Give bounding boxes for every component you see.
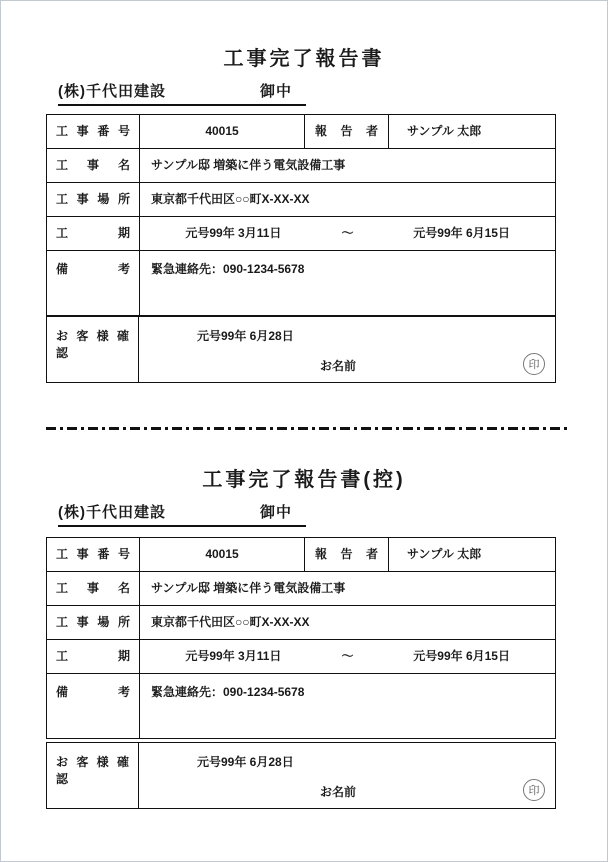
value-construction-number: 40015: [139, 115, 304, 148]
label-reporter: 報 告 者: [304, 538, 388, 571]
label-construction-number: 工 事 番 号: [56, 124, 130, 138]
table-row-remarks: [47, 673, 555, 738]
customer-confirmation-body: [139, 317, 555, 382]
label-reporter: 報 告 者: [304, 115, 388, 148]
doc2-customer-confirmation: [46, 742, 556, 809]
doc2-addressee: [58, 502, 306, 527]
customer-confirmation-body: [139, 743, 555, 808]
label-construction-place: 工 事 場 所: [56, 192, 130, 206]
value-construction-name: サンプル邸 増築に伴う電気設備工事: [139, 572, 555, 605]
doc2-report-table: [46, 537, 556, 739]
label-construction-period: 工 期: [56, 649, 130, 663]
value-reporter: サンプル 太郎: [388, 538, 555, 571]
table-row-construction-place: [47, 605, 555, 639]
table-row-construction-place: [47, 182, 555, 216]
value-construction-number: 40015: [139, 538, 304, 571]
label-customer-confirmation: お 客 様 確 認: [47, 743, 139, 808]
table-row-remarks: [47, 250, 555, 315]
table-row-construction-number: [47, 538, 555, 571]
seal-stamp-icon: 印: [523, 353, 545, 375]
value-construction-period: [139, 640, 555, 673]
doc1-title: 工事完了報告書: [223, 48, 385, 70]
doc1-report-table: [46, 114, 556, 316]
table-row-construction-period: [47, 639, 555, 673]
period-start-date: 元号99年 3月11日: [185, 226, 282, 240]
label-construction-name: 工 事 名: [56, 158, 130, 172]
tilde-separator: ～: [341, 226, 354, 240]
label-construction-place: 工 事 場 所: [56, 615, 130, 629]
confirmation-date: 元号99年 6月28日: [197, 329, 294, 343]
doc1-customer-confirmation: [46, 316, 556, 383]
period-end-date: 元号99年 6月15日: [413, 649, 510, 663]
label-construction-number: 工 事 番 号: [56, 547, 130, 561]
addressee-honorific: 御中: [259, 504, 292, 521]
value-construction-place: 東京都千代田区○○町X-XX-XX: [139, 183, 555, 216]
tilde-separator: ～: [341, 649, 354, 663]
value-reporter: サンプル 太郎: [388, 115, 555, 148]
value-construction-period: [139, 217, 555, 250]
dash-dot-cut-line: [46, 427, 571, 430]
value-construction-place: 東京都千代田区○○町X-XX-XX: [139, 606, 555, 639]
label-remarks: 備 考: [56, 262, 130, 276]
doc2-title: 工事完了報告書(控): [202, 469, 406, 491]
addressee-company: (株)千代田建設: [58, 83, 166, 100]
customer-name-label: お名前: [320, 359, 357, 373]
period-start-date: 元号99年 3月11日: [185, 649, 282, 663]
label-remarks: 備 考: [56, 685, 130, 699]
value-remarks: 緊急連絡先：090-1234-5678: [139, 674, 555, 738]
addressee-company: (株)千代田建設: [58, 504, 166, 521]
confirmation-date: 元号99年 6月28日: [197, 755, 294, 769]
customer-name-label: お名前: [320, 785, 357, 799]
table-row-construction-name: [47, 148, 555, 182]
label-customer-confirmation: お 客 様 確 認: [47, 317, 139, 382]
addressee-honorific: 御中: [259, 83, 292, 100]
label-construction-period: 工 期: [56, 226, 130, 240]
seal-stamp-icon: 印: [523, 779, 545, 801]
table-row-construction-period: [47, 216, 555, 250]
value-construction-name: サンプル邸 増築に伴う電気設備工事: [139, 149, 555, 182]
table-row-construction-name: [47, 571, 555, 605]
label-construction-name: 工 事 名: [56, 581, 130, 595]
doc1-addressee: [58, 81, 306, 106]
period-end-date: 元号99年 6月15日: [413, 226, 510, 240]
table-row-construction-number: [47, 115, 555, 148]
value-remarks: 緊急連絡先：090-1234-5678: [139, 251, 555, 315]
